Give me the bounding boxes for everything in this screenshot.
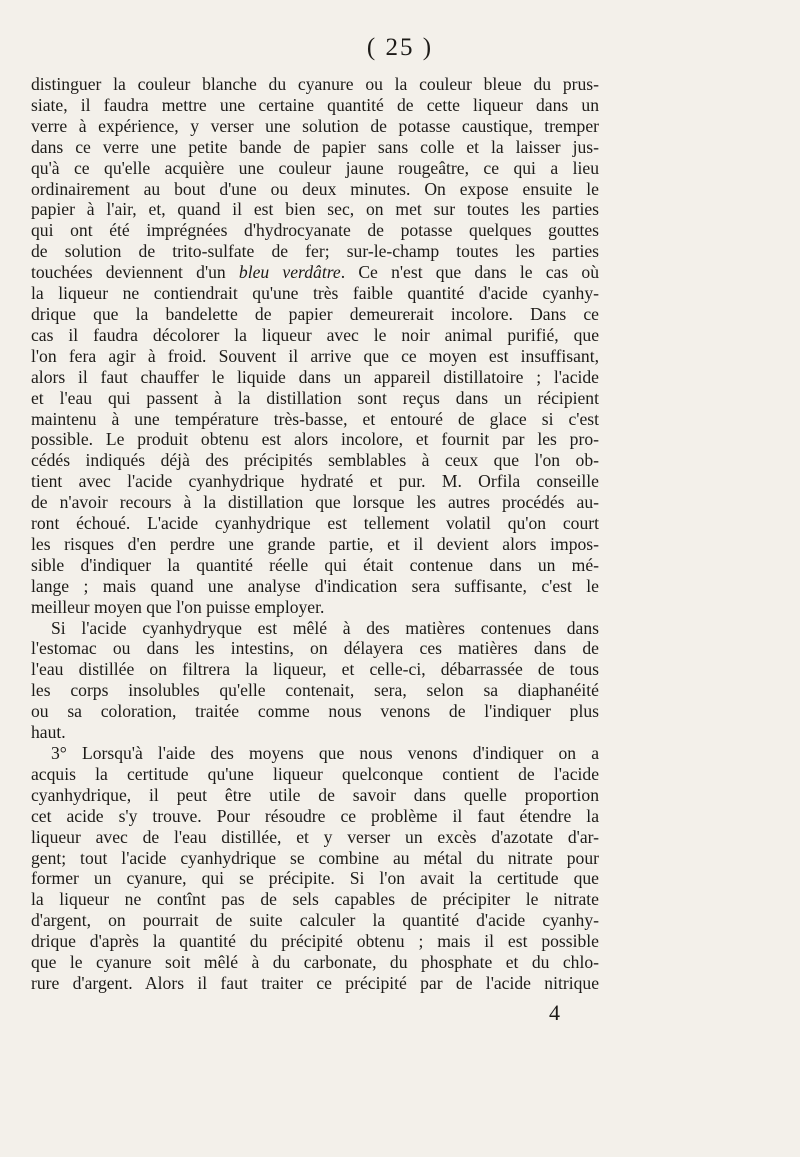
text-line: distinguer la couleur blanche du cyanure ou la couleur bleue du prus- bbox=[31, 74, 599, 94]
text-line: ordinairement au bout d'une ou deux minutes. On expose ensuite le bbox=[31, 178, 599, 199]
text-line: meilleur moyen que l'on puisse employer. bbox=[31, 596, 325, 617]
text-line: papier à l'air, et, quand il est bien sec, on met sur toutes les parties bbox=[31, 199, 599, 220]
text-line: ou sa coloration, traitée comme nous venons de l'indiquer plus bbox=[31, 701, 599, 722]
text-line: cas il faudra décolorer la liqueur avec le noir animal purifié, que bbox=[31, 324, 599, 345]
text-line: l'eau distillée on filtrera la liqueur, et celle-ci, débarrassée de tous bbox=[31, 659, 599, 680]
text-line: Si l'acide cyanhydryque est mêlé à des matières contenues dans bbox=[51, 617, 599, 638]
text-line: les corps insolubles qu'elle contenait, sera, selon sa diaphanéité bbox=[31, 680, 599, 701]
text-line: qu'à ce qu'elle acquière une couleur jaune rougeâtre, ce qui a lieu bbox=[31, 157, 599, 178]
body-text bbox=[31, 74, 599, 994]
text-line: que le cyanure soit mêlé à du carbonate, du phosphate et du chlo- bbox=[31, 952, 599, 973]
text-line: siate, il faudra mettre une certaine quantité de cette liqueur dans un bbox=[31, 94, 599, 115]
text-line: les risques d'en perdre une grande partie, et il devient alors impos- bbox=[31, 533, 599, 554]
text-line: cyanhydrique, il peut être utile de savoir dans quelle proportion bbox=[31, 784, 599, 805]
text-line: qui ont été imprégnées d'hydrocyanate de potasse quelques gouttes bbox=[31, 220, 599, 241]
text-line: 3° Lorsqu'à l'aide des moyens que nous venons d'indiquer on a bbox=[51, 743, 599, 763]
text-line: tient avec l'acide cyanhydrique hydraté et pur. M. Orfila conseille bbox=[31, 471, 599, 492]
text-line: liqueur avec de l'eau distillée, et y verser un excès d'azotate d'ar- bbox=[31, 826, 599, 847]
text-line: lange ; mais quand une analyse d'indication sera suffisante, c'est le bbox=[31, 575, 599, 596]
text-line: de solution de trito-sulfate de fer; sur-le-champ toutes les parties bbox=[31, 241, 599, 262]
text-line: maintenu à une température très-basse, et entouré de glace si c'est bbox=[31, 408, 599, 429]
text-line: alors il faut chauffer le liquide dans un appareil distillatoire ; l'acide bbox=[31, 366, 599, 387]
text-line: d'argent, on pourrait de suite calculer la quantité d'acide cyanhy- bbox=[31, 910, 599, 931]
text-line: rure d'argent. Alors il faut traiter ce précipité par de l'acide nitrique bbox=[31, 972, 599, 993]
text-line: haut. bbox=[31, 722, 66, 743]
text-line: l'estomac ou dans les intestins, on délayera ces matières dans de bbox=[31, 638, 599, 659]
page-number-header: ( 25 ) bbox=[366, 34, 434, 61]
text-line: la liqueur ne contiendrait qu'une très faible quantité d'acide cyanhy- bbox=[31, 283, 599, 304]
text-line: cédés indiqués déjà des précipités semblables à ceux que l'on ob- bbox=[31, 450, 599, 471]
text-line: la liqueur ne contînt pas de sels capables de précipiter le nitrate bbox=[31, 889, 599, 910]
text-line: drique d'après la quantité du précipité obtenu ; mais il est possible bbox=[31, 931, 599, 952]
text-line: ront échoué. L'acide cyanhydrique est tellement volatil qu'on court bbox=[31, 513, 599, 534]
text-line: acquis la certitude qu'une liqueur quelconque contient de l'acide bbox=[31, 763, 599, 784]
text-line: drique que la bandelette de papier demeurerait incolore. Dans ce bbox=[31, 303, 599, 324]
text-line: gent; tout l'acide cyanhydrique se combine au métal du nitrate pour bbox=[31, 847, 599, 868]
text-line: possible. Le produit obtenu est alors incolore, et fournit par les pro- bbox=[31, 429, 599, 450]
text-line: sible d'indiquer la quantité réelle qui était contenue dans un mé- bbox=[31, 554, 599, 575]
text-line: touchées deviennent d'un bleu verdâtre. Ce n'est que dans le cas où bbox=[31, 262, 599, 283]
italic-phrase: bleu verdâtre bbox=[238, 262, 341, 283]
text-line: dans ce verre une petite bande de papier sans colle et la laisser jus- bbox=[31, 136, 599, 157]
text-line: verre à expérience, y verser une solution de potasse caustique, tremper bbox=[31, 115, 599, 136]
text-line: et l'eau qui passent à la distillation sont reçus dans un récipient bbox=[31, 387, 599, 408]
text-line: former un cyanure, qui se précipite. Si l'on avait la certitude que bbox=[31, 868, 599, 889]
text-line: l'on fera agir à froid. Souvent il arrive que ce moyen est insuffisant, bbox=[31, 345, 599, 366]
text-line: cet acide s'y trouve. Pour résoudre ce problème il faut étendre la bbox=[31, 805, 599, 826]
signature-mark: 4 bbox=[549, 1000, 560, 1025]
text-line: de n'avoir recours à la distillation que lorsque les autres procédés au- bbox=[31, 492, 599, 513]
